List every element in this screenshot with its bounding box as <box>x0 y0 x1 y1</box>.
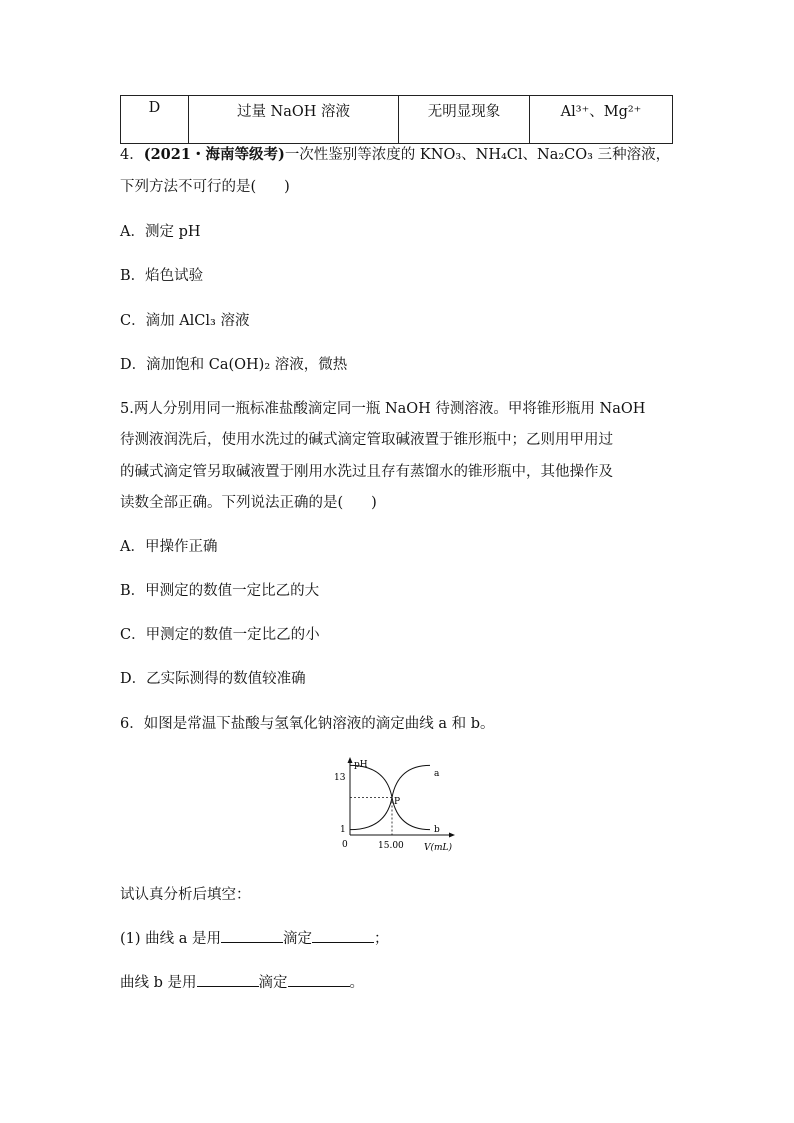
q6-sub2-end: 。 <box>349 975 364 991</box>
table-cell-ions: Al³⁺、Mg²⁺ <box>530 96 673 144</box>
q4-stem-close: ) <box>284 179 290 195</box>
q6-sub2 <box>120 971 364 992</box>
q6-sub2-mid: 滴定 <box>258 975 288 991</box>
q6-sub1-blank2[interactable] <box>312 928 374 943</box>
y-tick-label-13: 13 <box>334 773 346 783</box>
q6-sub1 <box>120 927 389 948</box>
q5-option-b: B．甲测定的数值一定比乙的大 <box>120 583 320 599</box>
curve-b <box>350 798 430 830</box>
table-cell-option: D <box>121 96 189 144</box>
q6-prompt: 试认真分析后填空： <box>120 887 251 903</box>
q6-sub1-mid: 滴定 <box>283 931 313 947</box>
origin-label: 0 <box>342 840 348 850</box>
x-axis-label: V(mL) <box>424 843 453 853</box>
q6-sub2-blank1[interactable] <box>197 972 259 987</box>
table-row <box>121 96 673 144</box>
y-axis-label: pH <box>354 760 368 770</box>
curve-b-label: b <box>434 825 440 835</box>
q5-stem-line2: 待测液润洗后，使用水洗过的碱式滴定管取碱液置于锥形瓶中；乙则用甲用过 <box>120 432 613 448</box>
x-axis-arrow <box>449 833 455 838</box>
q4-source: (2021・海南等级考) <box>143 146 285 163</box>
q4-number: 4． <box>120 147 144 163</box>
q4-stem-line2 <box>120 175 290 196</box>
q6-sub1-prefix: (1) 曲线 a 是用 <box>120 931 222 947</box>
x-tick-label-15: 15.00 <box>378 841 404 851</box>
q4-option-d: D．滴加饱和 Ca(OH)₂ 溶液，微热 <box>120 357 348 373</box>
q4-option-b: B．焰色试验 <box>120 268 204 284</box>
q4-stem-text2: 下列方法不可行的是( <box>120 179 257 195</box>
q6-sub2-blank2[interactable] <box>288 972 350 987</box>
q6-sub1-blank1[interactable] <box>221 928 283 943</box>
table-cell-phenomenon: 无明显现象 <box>399 96 530 144</box>
titration-chart <box>330 755 470 855</box>
reagent-table <box>120 95 673 144</box>
y-axis-arrow <box>348 757 353 763</box>
q5-option-c: C．甲测定的数值一定比乙的小 <box>120 627 320 643</box>
q5-stem-line3: 的碱式滴定管另取碱液置于刚用水洗过且存有蒸馏水的锥形瓶中，其他操作及 <box>120 464 613 480</box>
curve-a <box>350 765 430 797</box>
q5-stem-text4: 读数全部正确。下列说法正确的是( <box>120 495 344 511</box>
q4-stem-text: 一次性鉴别等浓度的 KNO₃、NH₄Cl、Na₂CO₃ 三种溶液， <box>284 147 671 163</box>
curve-a-label: a <box>434 769 440 779</box>
y-tick-label-1: 1 <box>340 825 346 835</box>
q4-option-a: A．测定 pH <box>120 224 201 240</box>
q4-stem-line1 <box>120 143 670 164</box>
q5-option-a: A．甲操作正确 <box>120 539 218 555</box>
q5-stem-close: ) <box>371 495 377 511</box>
q5-stem-line4 <box>120 491 377 512</box>
point-p-label: P <box>394 797 401 807</box>
table-cell-reagent: 过量 NaOH 溶液 <box>189 96 399 144</box>
q6-sub1-end: ； <box>374 931 389 947</box>
q4-option-c: C．滴加 AlCl₃ 溶液 <box>120 313 250 329</box>
q5-option-d: D．乙实际测得的数值较准确 <box>120 671 306 687</box>
q6-stem: 6．如图是常温下盐酸与氢氧化钠溶液的滴定曲线 a 和 b。 <box>120 716 495 732</box>
q6-sub2-prefix: 曲线 b 是用 <box>120 975 197 991</box>
q5-stem-line1: 5.两人分别用同一瓶标准盐酸滴定同一瓶 NaOH 待测溶液。甲将锥形瓶用 NaOH <box>120 401 646 417</box>
